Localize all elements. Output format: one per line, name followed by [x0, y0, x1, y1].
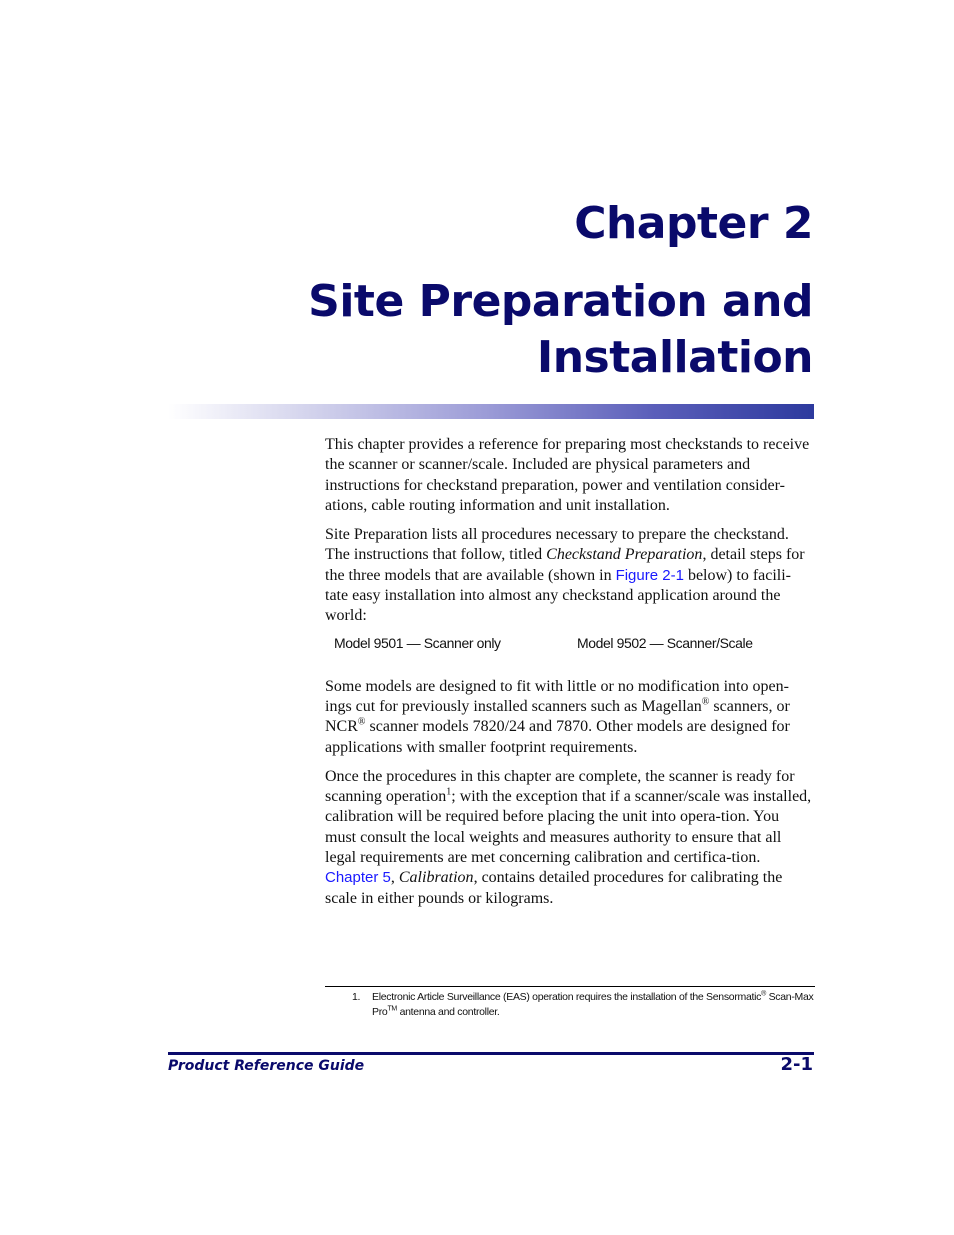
title-gradient-bar [168, 404, 814, 419]
emphasis-checkstand-preparation: Checkstand Preparation [546, 546, 703, 564]
footnote-divider [325, 986, 815, 987]
paragraph-calibration: Once the procedures in this chapter are complete, the scanner is ready for scanning operation$^1$; with the exception that if a scanner/scale was installed, calibration will be required before placing the unit into opera-tion. You must consult the local weights and measures authority to ensure that all legal requirements are met concerning calibration and certifica-tion. Chapter 5, Calibration, contains detailed procedures for calibrating the scale in either pounds or kilograms. [325, 767, 812, 907]
paragraph-intro: This chapter provides a reference for preparing most checkstands to receive the scanner or scanner/scale. Included are physical parameters and instructions for checkstand preparation, power and ventilation consider-ations, cable routing information and unit installation. [325, 436, 810, 514]
footnote-text: Electronic Article Surveillance (EAS) operation requires the installation of the Sensormatic® Scan-Max Pro™ antenna and controller. [372, 990, 814, 1018]
page-number: 2-1 [780, 1054, 813, 1075]
chapter-number: Chapter 2 [574, 198, 813, 249]
model-9501-label: Model 9501 — Scanner only [334, 634, 501, 651]
body-text [325, 435, 813, 918]
footer-guide-title: Product Reference Guide [168, 1058, 365, 1074]
footnote-number: 1. [352, 991, 361, 1003]
model-9502-label: Model 9502 — Scanner/Scale [577, 634, 753, 651]
link-chapter-5[interactable]: Chapter 5 [325, 869, 391, 887]
chapter-title: Site Preparation and Installation [308, 276, 813, 383]
paragraph-models: Some models are designed to fit with little or no modification into open-ings cut for previously installed scanners such as Magellan® scanners, or NCR® scanner models 7820/24 and 7870. Other models are designed for applications with smaller footprint requirements. [325, 677, 790, 756]
model-list [325, 633, 813, 663]
footer-divider [168, 1052, 814, 1055]
emphasis-calibration: Calibration [398, 869, 474, 887]
paragraph-site-preparation: Site Preparation lists all procedures necessary to prepare the checkstand. The instructions that follow, titled Checkstand Preparation, detail steps for the three models that are available (shown in Figure 2-1 below) to facili-tate easy installation into almost any checkstand application around the world: [325, 526, 805, 625]
footnote-reference[interactable]: 1 [446, 786, 452, 798]
link-figure-2-1[interactable]: Figure 2-1 [615, 566, 684, 584]
